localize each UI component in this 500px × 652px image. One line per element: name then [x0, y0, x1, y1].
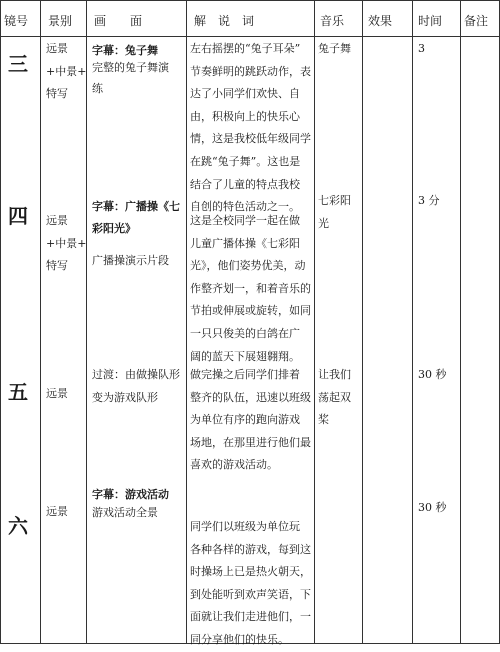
view-type: 远景 +中景+ 特写 — [46, 214, 87, 273]
narration-text: 做完操之后同学们排着 整齐的队伍，迅速以班级 为单位有序的跑向游戏 场地，在那里进行他们最 喜欢的游戏活动。 — [190, 368, 311, 472]
picture-description: 广播操演示片段 — [92, 254, 169, 267]
view-type: 远景 — [46, 505, 68, 518]
column-divider — [40, 0, 41, 644]
picture-title: 字幕：游戏活动 — [92, 488, 169, 501]
column-divider — [362, 0, 363, 644]
picture-description: 游戏活动全景 — [92, 506, 158, 519]
shot-number: 三 — [8, 52, 28, 76]
table-border-left — [0, 0, 1, 644]
shot-number: 六 — [8, 514, 28, 538]
header-note: 备注 — [464, 14, 489, 28]
column-divider — [314, 0, 315, 644]
picture-title: 字幕：广播操《七 彩阳光》 — [92, 200, 180, 235]
column-divider — [460, 0, 461, 644]
shot-number: 四 — [8, 204, 28, 228]
table-border-top — [0, 0, 500, 1]
duration: 3 — [418, 42, 425, 55]
picture-title: 字幕：兔子舞 — [92, 44, 158, 57]
music-title: 让我们 荡起双 桨 — [318, 368, 351, 427]
header-narration: 解 说 词 — [194, 14, 255, 28]
column-divider — [186, 0, 187, 644]
header-divider — [0, 36, 500, 37]
picture-description: 过渡：由做操队形 变为游戏队形 — [92, 368, 180, 404]
narration-text: 左右摇摆的“兔子耳朵” 节奏鲜明的跳跃动作，表 达了小同学们欢快、自 由，积极向上的快乐心 情，这是我校低年级同学 在跳“兔子舞”。这也是 结合了儿童的特点我校 自创的特色活动之一。 — [190, 42, 311, 214]
header-shot-number: 镜号 — [4, 14, 29, 28]
narration-text: 这是全校同学一起在做 儿童广播体操《七彩阳 光》，他们姿势优美，动 作整齐划一，和着音乐的 节拍或伸展或旋转，如同 一只只俊美的白鸽在广 阔的蓝天下展翅翱翔。 — [190, 214, 311, 363]
duration: 30 秒 — [418, 501, 447, 514]
column-divider — [412, 0, 413, 644]
shot-number: 五 — [8, 380, 28, 404]
duration: 30 秒 — [418, 368, 447, 381]
music-title: 兔子舞 — [318, 42, 351, 55]
header-picture: 画 面 — [94, 14, 143, 28]
duration: 3 分 — [418, 194, 440, 207]
music-title: 七彩阳 光 — [318, 194, 351, 230]
header-effect: 效果 — [368, 14, 393, 28]
view-type: 远景 +中景+ 特写 — [46, 42, 87, 101]
view-type: 远景 — [46, 387, 68, 400]
picture-description: 完整的兔子舞演 练 — [92, 61, 169, 95]
narration-text: 同学们以班级为单位玩 各种各样的游戏，每到这 时操场上已是热火朝天， 到处能听到欢声笑语，下 面就让我们走进他们，一 同分享他们的快乐。 — [190, 520, 311, 646]
header-time: 时间 — [418, 14, 443, 28]
header-view: 景别 — [48, 14, 73, 28]
header-music: 音乐 — [320, 14, 345, 28]
